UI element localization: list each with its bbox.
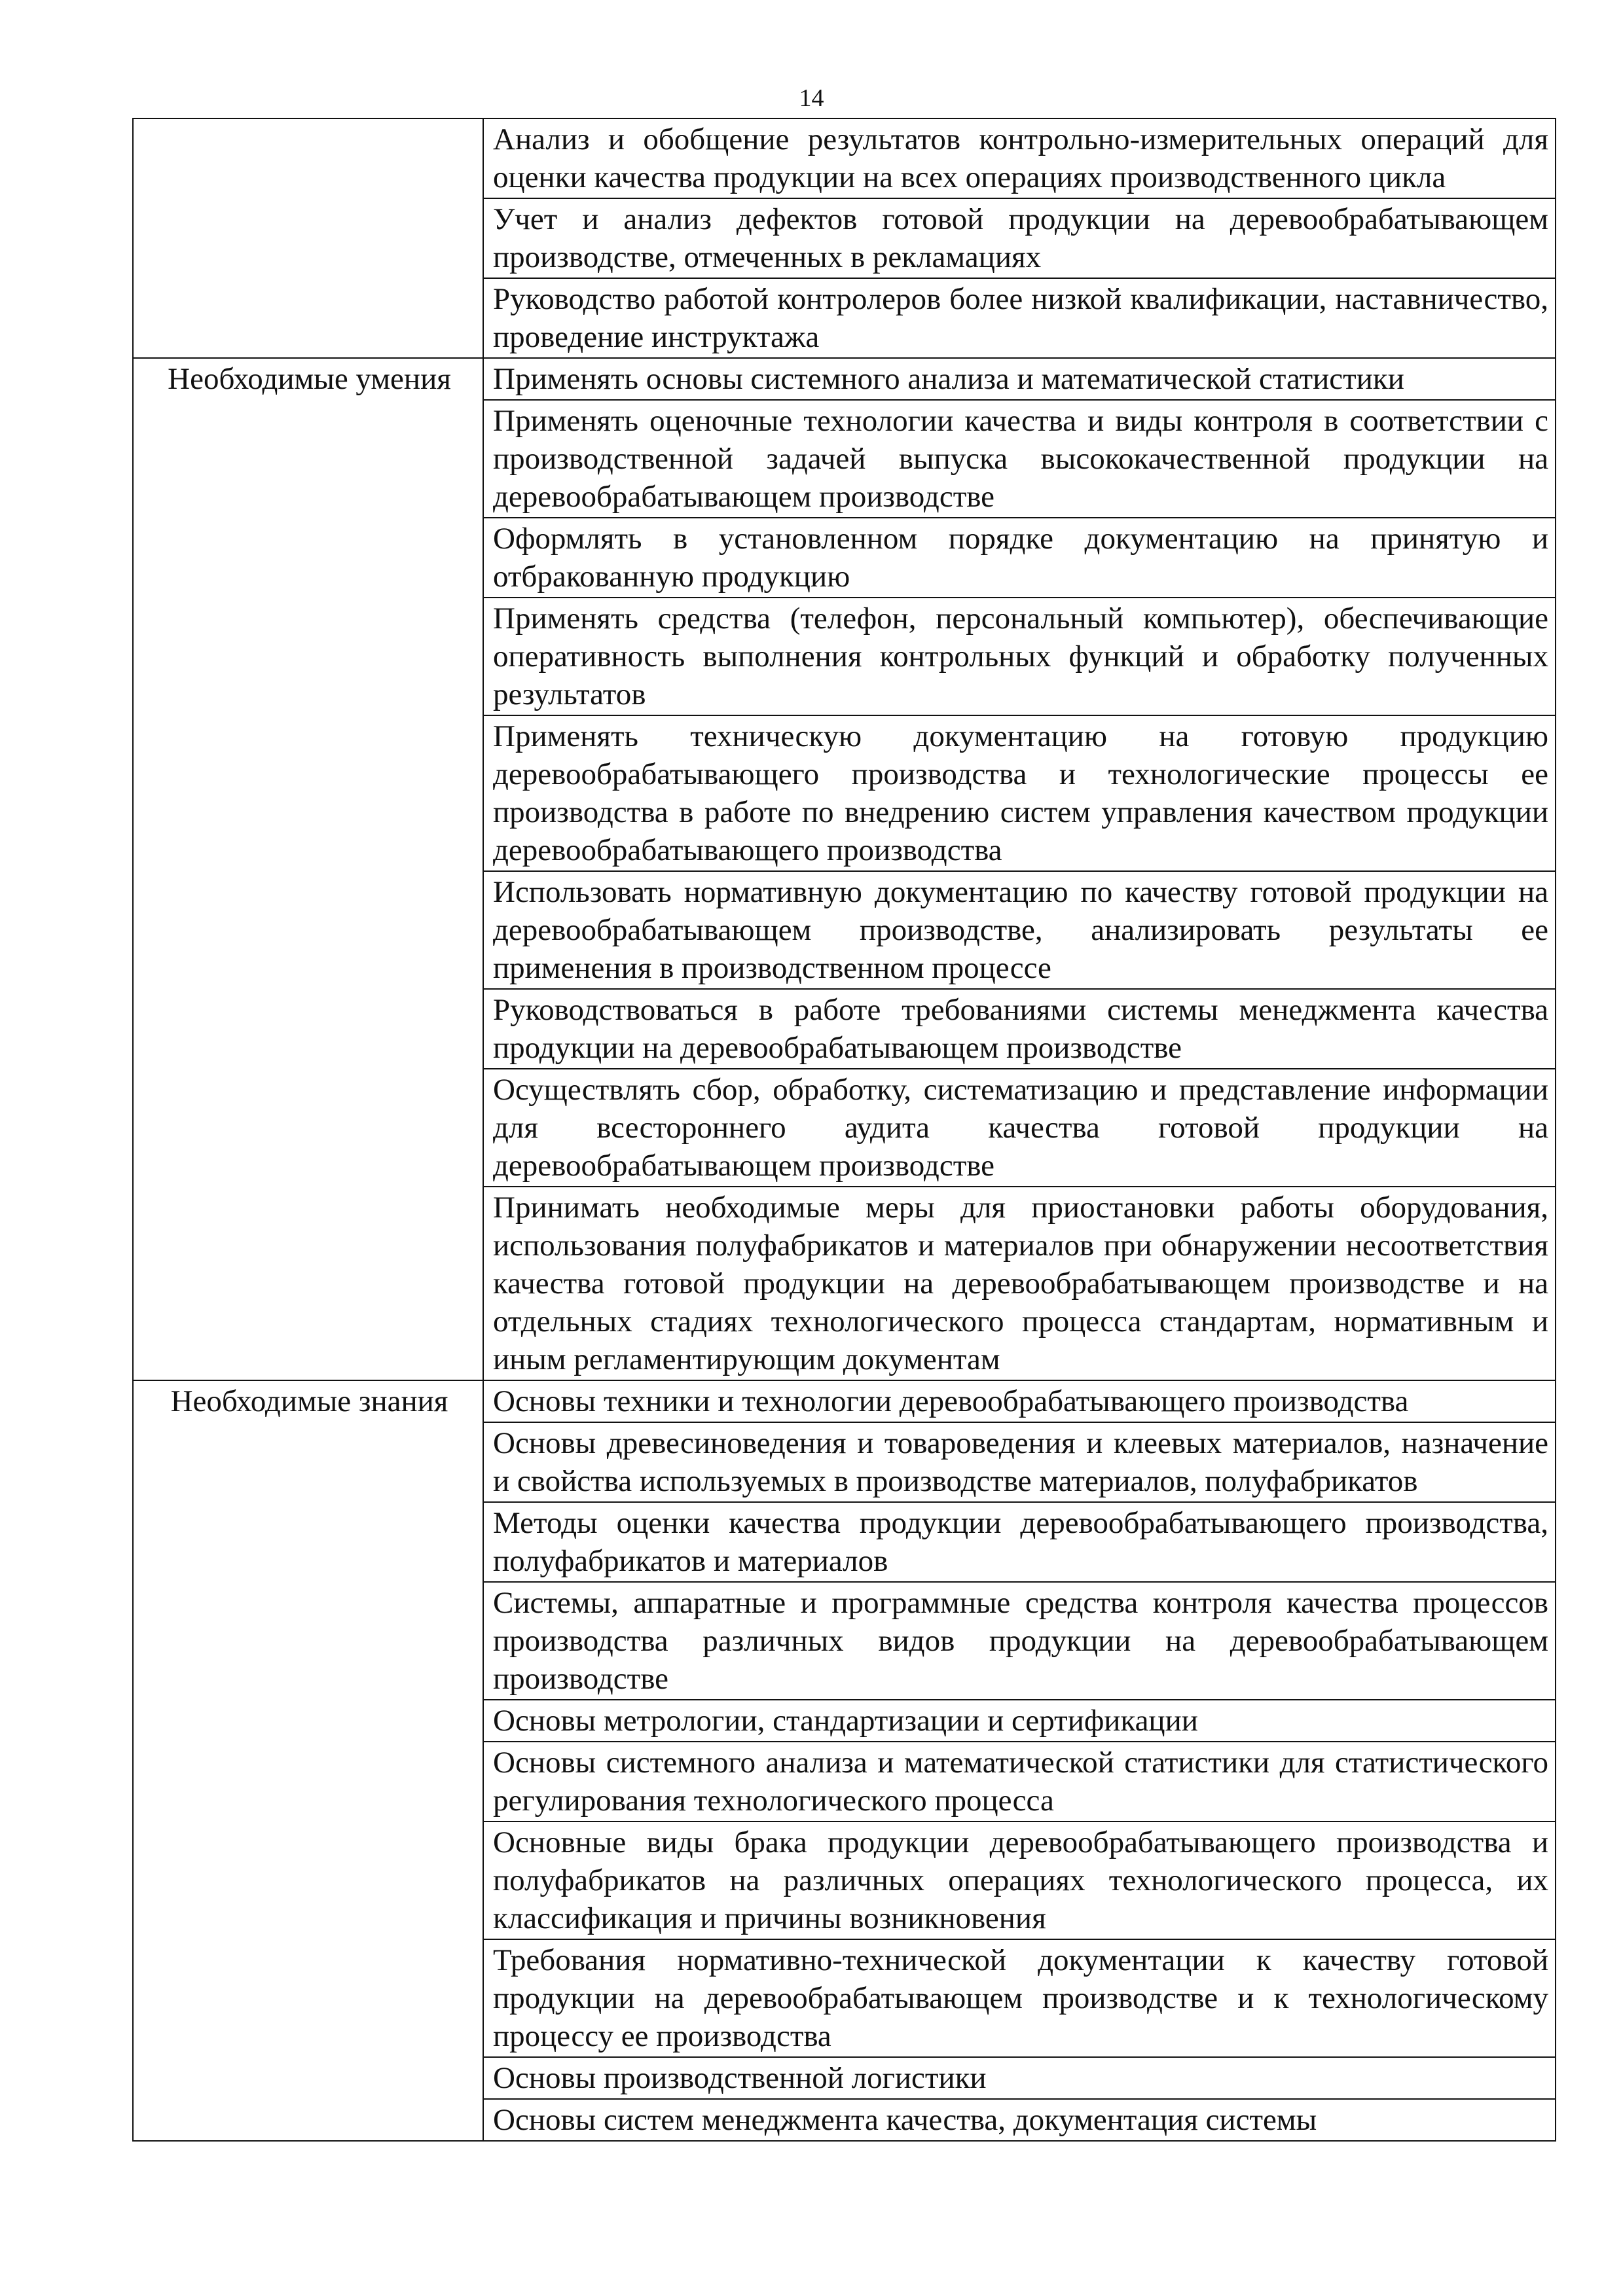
requirements-table-body	[133, 118, 1556, 2141]
requirement-text: Основы систем менеджмента качества, документация системы	[483, 2099, 1556, 2141]
requirements-table	[132, 118, 1556, 2142]
page-number: 14	[799, 84, 824, 112]
requirement-text: Применять основы системного анализа и математической статистики	[483, 358, 1556, 400]
requirement-text: Применять оценочные технологии качества и виды контроля в соответствии с производственной задачей выпуска высококачественной продукции на деревообрабатывающем производстве	[483, 400, 1556, 518]
requirement-text: Использовать нормативную документацию по качеству готовой продукции на деревообрабатывающем производстве, анализировать результаты ее применения в производственном процессе	[483, 871, 1556, 989]
requirement-text: Основы системного анализа и математической статистики для статистического регулирования технологического процесса	[483, 1742, 1556, 1821]
category-label-empty	[133, 118, 483, 358]
requirement-text: Основы производственной логистики	[483, 2057, 1556, 2099]
requirement-text: Руководствоваться в работе требованиями системы менеджмента качества продукции на деревообрабатывающем производстве	[483, 989, 1556, 1069]
requirement-text: Требования нормативно-технической документации к качеству готовой продукции на деревообрабатывающем производстве и к технологическому процессу ее производства	[483, 1939, 1556, 2057]
requirement-text: Применять техническую документацию на готовую продукцию деревообрабатывающего производства и технологические процессы ее производства в работе по внедрению систем управления качеством продукции деревообрабатывающего производства	[483, 715, 1556, 871]
requirement-text: Анализ и обобщение результатов контрольно-измерительных операций для оценки качества продукции на всех операциях производственного цикла	[483, 118, 1556, 198]
requirement-text: Системы, аппаратные и программные средства контроля качества процессов производства различных видов продукции на деревообрабатывающем производстве	[483, 1582, 1556, 1700]
requirement-text: Учет и анализ дефектов готовой продукции на деревообрабатывающем производстве, отмеченных в рекламациях	[483, 198, 1556, 278]
requirement-text: Осуществлять сбор, обработку, систематизацию и представление информации для всестороннего аудита качества готовой продукции на деревообрабатывающем производстве	[483, 1069, 1556, 1187]
requirement-text: Методы оценки качества продукции деревообрабатывающего производства, полуфабрикатов и материалов	[483, 1502, 1556, 1582]
requirement-text: Основные виды брака продукции деревообрабатывающего производства и полуфабрикатов на различных операциях технологического процесса, их классификация и причины возникновения	[483, 1821, 1556, 1939]
requirement-text: Основы техники и технологии деревообрабатывающего производства	[483, 1380, 1556, 1422]
table-row	[133, 358, 1556, 400]
requirement-text: Применять средства (телефон, персональный компьютер), обеспечивающие оперативность выполнения контрольных функций и обработку полученных результатов	[483, 598, 1556, 715]
requirement-text: Оформлять в установленном порядке документацию на принятую и отбракованную продукцию	[483, 518, 1556, 598]
requirement-text: Принимать необходимые меры для приостановки работы оборудования, использования полуфабрикатов и материалов при обнаружении несоответствия качества готовой продукции на деревообрабатывающем производстве и на отдельных стадиях технологического процесса стандартам, нормативным и иным регламентирующим документам	[483, 1187, 1556, 1380]
table-row	[133, 118, 1556, 198]
requirement-text: Основы метрологии, стандартизации и сертификации	[483, 1700, 1556, 1742]
table-row	[133, 1380, 1556, 1422]
category-label: Необходимые знания	[133, 1380, 483, 2141]
category-label: Необходимые умения	[133, 358, 483, 1380]
requirement-text: Руководство работой контролеров более низкой квалификации, наставничество, проведение инструктажа	[483, 278, 1556, 358]
requirement-text: Основы древесиноведения и товароведения и клеевых материалов, назначение и свойства используемых в производстве материалов, полуфабрикатов	[483, 1422, 1556, 1502]
